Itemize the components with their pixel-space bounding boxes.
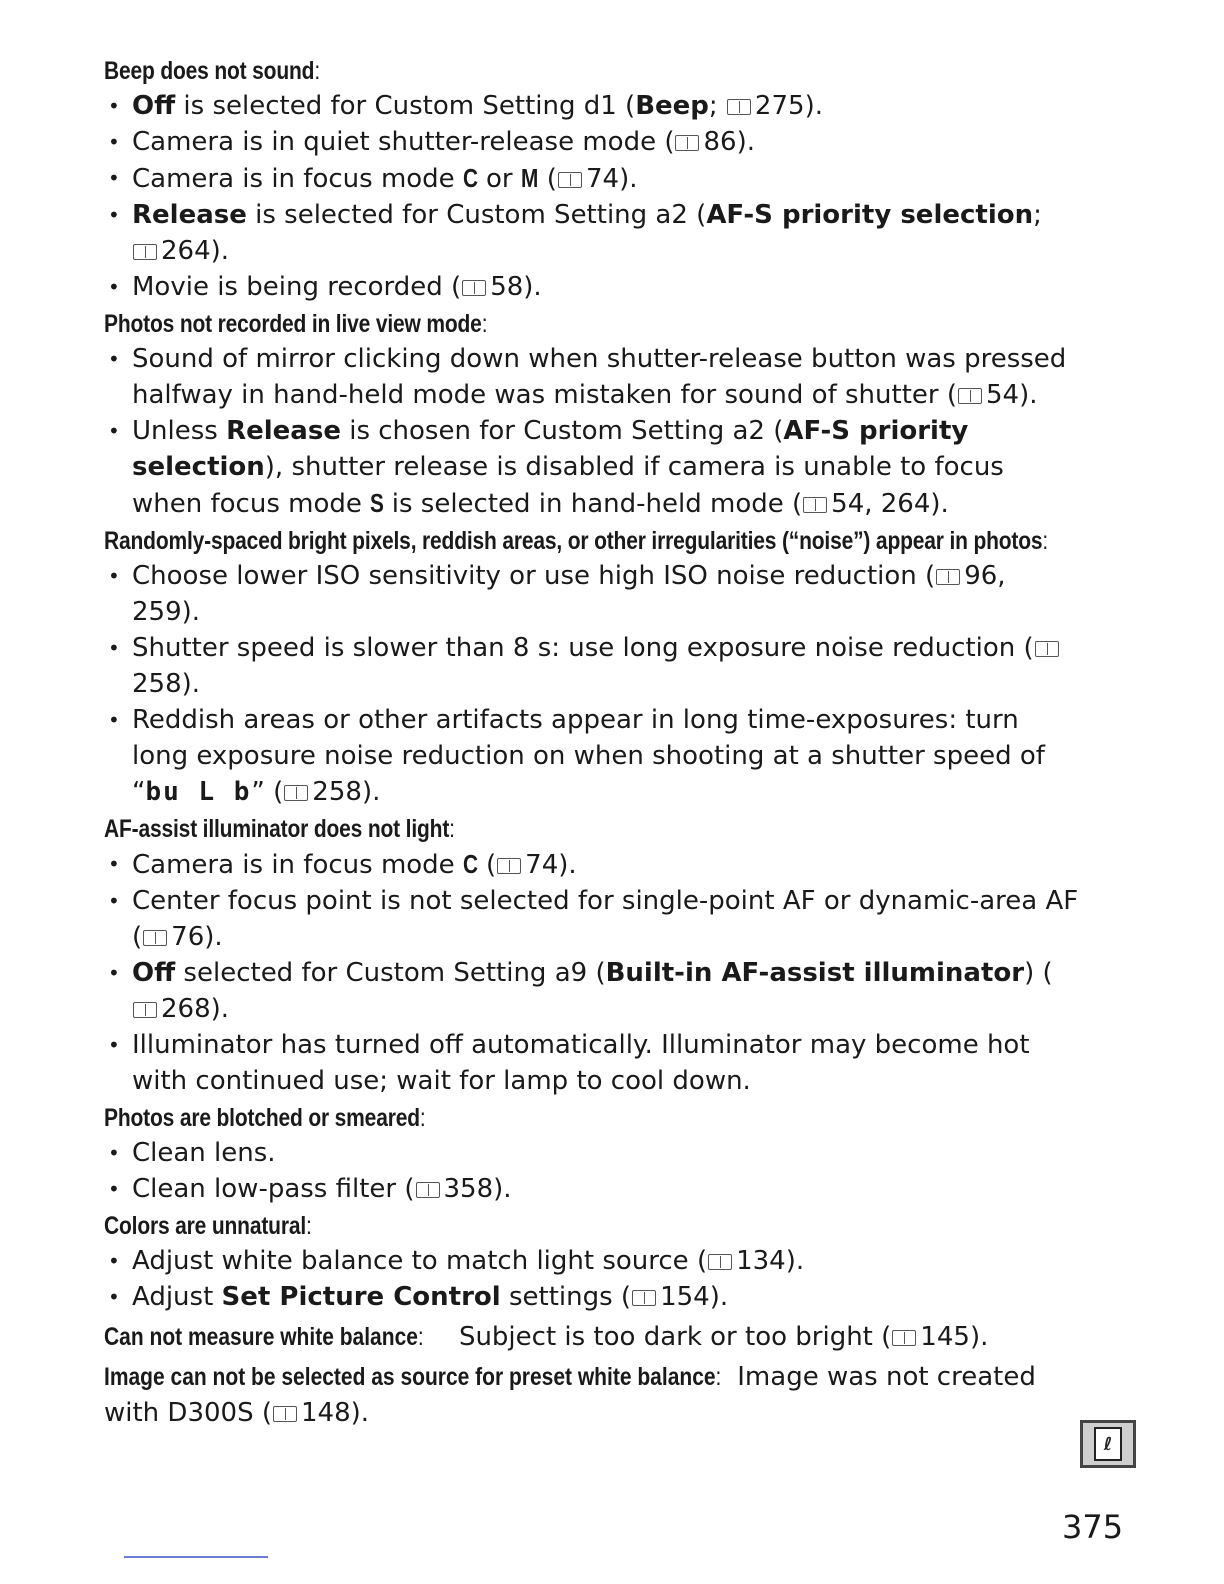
book-icon: [133, 244, 157, 260]
list-item: • Adjust Set Picture Control settings ( 154).: [104, 1279, 1079, 1315]
list-item: • Movie is being recorded ( 58).: [104, 269, 1079, 305]
list-item: • Shutter speed is slower than 8 s: use long exposure noise reduction (258).: [104, 630, 1079, 702]
section-heading: Can not measure white balance:: [104, 1323, 424, 1351]
section-heading: Beep does not sound:: [104, 57, 320, 85]
troubleshooting-tab-icon[interactable]: [1080, 1420, 1136, 1468]
bullet-list: [104, 846, 1079, 1099]
section-beep: [104, 54, 1079, 305]
list-item: • Sound of mirror clicking down when shutter-release button was pressed halfway in hand-held mode was mistaken for sound of shutter ( 54).: [104, 341, 1079, 413]
book-icon: [632, 1290, 656, 1306]
book-icon: [143, 930, 167, 946]
book-icon: [936, 569, 960, 585]
bullet-list: [104, 88, 1079, 305]
page-reference[interactable]: 86: [703, 127, 737, 157]
bullet-list: [104, 341, 1079, 522]
page-reference[interactable]: 96, 259: [132, 561, 1006, 627]
book-icon: [675, 135, 699, 151]
bullet-list: [104, 1135, 1079, 1207]
page-reference[interactable]: 264: [161, 236, 211, 266]
page-reference[interactable]: 154: [660, 1282, 710, 1312]
page-reference[interactable]: 76: [171, 922, 205, 952]
list-item: • Choose lower ISO sensitivity or use high ISO noise reduction ( 96, 259).: [104, 558, 1079, 630]
section-live-view: [104, 307, 1079, 522]
book-icon: [133, 1002, 157, 1018]
section-measure-white-balance: Can not measure white balance: Subject is too dark or too bright ( 145).: [104, 1319, 1079, 1355]
list-item: • Camera is in focus mode C ( 74).: [104, 846, 1079, 883]
section-heading: Randomly-spaced bright pixels, reddish areas, or other irregularities (“noise”) appear in photos:: [104, 527, 1049, 555]
book-icon: [416, 1182, 440, 1198]
footer-rule: [124, 1556, 268, 1558]
book-icon: [958, 388, 982, 404]
list-item: • Camera is in focus mode C or M ( 74).: [104, 160, 1079, 197]
page-reference[interactable]: 258: [132, 669, 182, 699]
book-icon: [1035, 641, 1059, 657]
page-reference[interactable]: 145: [920, 1322, 970, 1352]
page-reference[interactable]: 134: [736, 1246, 786, 1276]
bullet-list: [104, 558, 1079, 810]
list-item: • Clean lens.: [104, 1135, 1079, 1171]
list-item: • Adjust white balance to match light source ( 134).: [104, 1243, 1079, 1279]
section-af-assist: [104, 812, 1079, 1099]
book-icon: [284, 785, 308, 801]
book-icon: [273, 1406, 297, 1422]
page-reference[interactable]: 258: [312, 777, 362, 807]
section-heading: Image can not be selected as source for preset white balance:: [104, 1363, 722, 1391]
page-reference[interactable]: 358: [443, 1174, 494, 1204]
page-reference[interactable]: 74: [525, 850, 559, 880]
page-number: 375: [1062, 1508, 1124, 1546]
book-icon: [727, 99, 751, 115]
list-item: • Camera is in quiet shutter-release mode ( 86).: [104, 124, 1079, 160]
book-icon: [462, 280, 486, 296]
book-icon: [497, 858, 521, 874]
section-heading: Photos not recorded in live view mode:: [104, 310, 488, 338]
list-item: • Illuminator has turned off automatically. Illuminator may become hot with continued use; wait for lamp to cool down.: [104, 1027, 1079, 1099]
section-heading: Colors are unnatural:: [104, 1212, 312, 1240]
lcd-bulb-text: bu L b: [145, 777, 252, 807]
book-icon: [892, 1330, 916, 1346]
book-icon: [558, 172, 582, 188]
page-reference[interactable]: 54: [986, 380, 1020, 410]
list-item: • Unless Release is chosen for Custom Setting a2 (AF-S priority selection), shutter release is disabled if camera is unable to focus when focus mode S is selected in hand-held mode ( 54, 264).: [104, 413, 1079, 522]
section-blotched: [104, 1101, 1079, 1207]
manual-page: [104, 52, 1079, 1431]
list-item: • Center focus point is not selected for single-point AF or dynamic-area AF ( 76).: [104, 883, 1079, 955]
list-item: • Clean low-pass filter ( 358).: [104, 1171, 1079, 1207]
section-heading: AF-assist illuminator does not light:: [104, 815, 455, 843]
list-item: • Off is selected for Custom Setting d1 (Beep; 275).: [104, 88, 1079, 124]
page-reference[interactable]: 58: [490, 272, 524, 302]
section-heading: Photos are blotched or smeared:: [104, 1104, 426, 1132]
page-reference[interactable]: 148: [300, 1398, 351, 1428]
page-reference[interactable]: 54, 264: [831, 489, 931, 519]
list-item: • Reddish areas or other artifacts appear in long time-exposures: turn long exposure noise reduction on when shooting at a shutter speed of “bu L b” ( 258).: [104, 702, 1079, 810]
list-item: • Off selected for Custom Setting a9 (Built-in AF-assist illuminator) (268).: [104, 955, 1079, 1027]
page-reference[interactable]: 268: [161, 994, 211, 1024]
section-noise: [104, 524, 1079, 810]
page-reference[interactable]: 74: [585, 164, 620, 194]
section-preset-white-balance: Image can not be selected as source for preset white balance: Image was not created with D300S ( 148).: [104, 1359, 1079, 1431]
tab-glyph: ℓ: [1094, 1427, 1122, 1461]
section-colors: [104, 1209, 1079, 1315]
bullet-list: [104, 1243, 1079, 1315]
book-icon: [803, 497, 827, 513]
list-item: • Release is selected for Custom Setting a2 (AF-S priority selection; 264).: [104, 197, 1079, 269]
book-icon: [708, 1254, 732, 1270]
page-reference[interactable]: 275: [754, 91, 805, 121]
